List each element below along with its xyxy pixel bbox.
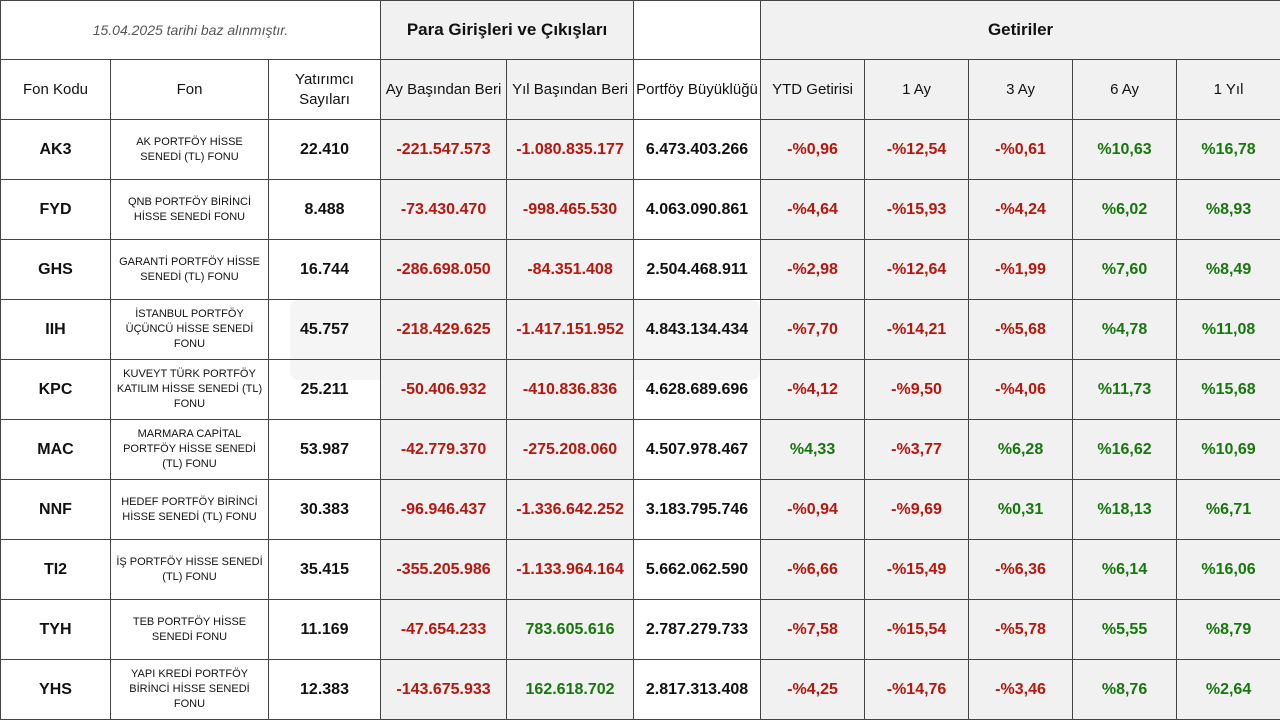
cell-fund: GARANTİ PORTFÖY HİSSE SENEDİ (TL) FONU bbox=[111, 240, 269, 300]
cell-m3: -%5,68 bbox=[969, 300, 1073, 360]
cell-m3: -%6,36 bbox=[969, 540, 1073, 600]
cell-ytd-flow: 162.618.702 bbox=[507, 660, 634, 720]
cell-size: 3.183.795.746 bbox=[634, 480, 761, 540]
cell-investors: 30.383 bbox=[269, 480, 381, 540]
cell-fund: QNB PORTFÖY BİRİNCİ HİSSE SENEDİ FONU bbox=[111, 180, 269, 240]
table-body bbox=[1, 120, 1280, 720]
cell-m3: -%4,06 bbox=[969, 360, 1073, 420]
cell-ytd-return: -%0,94 bbox=[761, 480, 865, 540]
cell-investors: 22.410 bbox=[269, 120, 381, 180]
cell-ytd-return: -%4,64 bbox=[761, 180, 865, 240]
cell-m3: -%4,24 bbox=[969, 180, 1073, 240]
cell-ytd-flow: -275.208.060 bbox=[507, 420, 634, 480]
cell-ytd-flow: -998.465.530 bbox=[507, 180, 634, 240]
cell-investors: 8.488 bbox=[269, 180, 381, 240]
group-returns-heading: Getiriler bbox=[761, 1, 1280, 60]
cell-fund: AK PORTFÖY HİSSE SENEDİ (TL) FONU bbox=[111, 120, 269, 180]
cell-code: KPC bbox=[1, 360, 111, 420]
table-row bbox=[1, 480, 1280, 540]
cell-ytd-flow: -410.836.836 bbox=[507, 360, 634, 420]
cell-size: 4.628.689.696 bbox=[634, 360, 761, 420]
cell-ytd-return: -%7,58 bbox=[761, 600, 865, 660]
cell-code: IIH bbox=[1, 300, 111, 360]
cell-code: TI2 bbox=[1, 540, 111, 600]
cell-m3: %6,28 bbox=[969, 420, 1073, 480]
cell-size: 4.507.978.467 bbox=[634, 420, 761, 480]
cell-mtd: -50.406.932 bbox=[381, 360, 507, 420]
cell-m6: %8,76 bbox=[1073, 660, 1177, 720]
table-row bbox=[1, 360, 1280, 420]
table-row bbox=[1, 180, 1280, 240]
cell-ytd-flow: -1.133.964.164 bbox=[507, 540, 634, 600]
table-row bbox=[1, 600, 1280, 660]
cell-fund: MARMARA CAPİTAL PORTFÖY HİSSE SENEDİ (TL) FONU bbox=[111, 420, 269, 480]
col-header-6m: 6 Ay bbox=[1073, 60, 1177, 120]
cell-investors: 35.415 bbox=[269, 540, 381, 600]
cell-size: 5.662.062.590 bbox=[634, 540, 761, 600]
cell-code: TYH bbox=[1, 600, 111, 660]
cell-m6: %18,13 bbox=[1073, 480, 1177, 540]
cell-mtd: -218.429.625 bbox=[381, 300, 507, 360]
cell-ytd-return: -%6,66 bbox=[761, 540, 865, 600]
cell-m1: -%14,21 bbox=[865, 300, 969, 360]
cell-m3: -%1,99 bbox=[969, 240, 1073, 300]
table-row bbox=[1, 120, 1280, 180]
cell-code: AK3 bbox=[1, 120, 111, 180]
cell-m6: %11,73 bbox=[1073, 360, 1177, 420]
cell-ytd-flow: -1.080.835.177 bbox=[507, 120, 634, 180]
cell-m6: %16,62 bbox=[1073, 420, 1177, 480]
cell-y1: %16,78 bbox=[1177, 120, 1280, 180]
cell-ytd-return: -%2,98 bbox=[761, 240, 865, 300]
table-row bbox=[1, 660, 1280, 720]
cell-fund: TEB PORTFÖY HİSSE SENEDİ FONU bbox=[111, 600, 269, 660]
group-flows-heading: Para Girişleri ve Çıkışları bbox=[381, 1, 634, 60]
cell-m3: -%5,78 bbox=[969, 600, 1073, 660]
cell-m3: -%0,61 bbox=[969, 120, 1073, 180]
date-note: 15.04.2025 tarihi baz alınmıştır. bbox=[1, 1, 381, 60]
cell-size: 2.787.279.733 bbox=[634, 600, 761, 660]
cell-size: 2.817.313.408 bbox=[634, 660, 761, 720]
cell-m6: %6,02 bbox=[1073, 180, 1177, 240]
cell-mtd: -221.547.573 bbox=[381, 120, 507, 180]
cell-y1: %8,93 bbox=[1177, 180, 1280, 240]
cell-y1: %16,06 bbox=[1177, 540, 1280, 600]
cell-fund: İŞ PORTFÖY HİSSE SENEDİ (TL) FONU bbox=[111, 540, 269, 600]
table-row bbox=[1, 300, 1280, 360]
cell-investors: 45.757 bbox=[269, 300, 381, 360]
cell-ytd-return: -%0,96 bbox=[761, 120, 865, 180]
cell-m1: -%15,54 bbox=[865, 600, 969, 660]
empty-header-cell bbox=[634, 1, 761, 60]
cell-size: 4.063.090.861 bbox=[634, 180, 761, 240]
cell-m6: %5,55 bbox=[1073, 600, 1177, 660]
cell-investors: 16.744 bbox=[269, 240, 381, 300]
cell-ytd-flow: -1.336.642.252 bbox=[507, 480, 634, 540]
cell-m6: %6,14 bbox=[1073, 540, 1177, 600]
col-header-mtd: Ay Başından Beri bbox=[381, 60, 507, 120]
cell-code: NNF bbox=[1, 480, 111, 540]
cell-investors: 12.383 bbox=[269, 660, 381, 720]
cell-y1: %2,64 bbox=[1177, 660, 1280, 720]
cell-fund: HEDEF PORTFÖY BİRİNCİ HİSSE SENEDİ (TL) FONU bbox=[111, 480, 269, 540]
cell-y1: %8,79 bbox=[1177, 600, 1280, 660]
col-header-size: Portföy Büyüklüğü bbox=[634, 60, 761, 120]
cell-size: 4.843.134.434 bbox=[634, 300, 761, 360]
cell-mtd: -286.698.050 bbox=[381, 240, 507, 300]
col-header-ytd-flow: Yıl Başından Beri bbox=[507, 60, 634, 120]
cell-m3: -%3,46 bbox=[969, 660, 1073, 720]
cell-y1: %15,68 bbox=[1177, 360, 1280, 420]
cell-fund: YAPI KREDİ PORTFÖY BİRİNCİ HİSSE SENEDİ FONU bbox=[111, 660, 269, 720]
cell-ytd-flow: 783.605.616 bbox=[507, 600, 634, 660]
cell-fund: İSTANBUL PORTFÖY ÜÇÜNCÜ HİSSE SENEDİ FONU bbox=[111, 300, 269, 360]
table-row bbox=[1, 240, 1280, 300]
col-header-ytd-return: YTD Getirisi bbox=[761, 60, 865, 120]
cell-y1: %11,08 bbox=[1177, 300, 1280, 360]
cell-m6: %10,63 bbox=[1073, 120, 1177, 180]
cell-y1: %6,71 bbox=[1177, 480, 1280, 540]
col-header-1y: 1 Yıl bbox=[1177, 60, 1280, 120]
cell-m1: -%14,76 bbox=[865, 660, 969, 720]
cell-code: YHS bbox=[1, 660, 111, 720]
col-header-code: Fon Kodu bbox=[1, 60, 111, 120]
table-row bbox=[1, 420, 1280, 480]
cell-size: 6.473.403.266 bbox=[634, 120, 761, 180]
cell-y1: %8,49 bbox=[1177, 240, 1280, 300]
cell-code: GHS bbox=[1, 240, 111, 300]
cell-m1: -%3,77 bbox=[865, 420, 969, 480]
cell-y1: %10,69 bbox=[1177, 420, 1280, 480]
cell-fund: KUVEYT TÜRK PORTFÖY KATILIM HİSSE SENEDİ (TL) FONU bbox=[111, 360, 269, 420]
cell-m6: %7,60 bbox=[1073, 240, 1177, 300]
cell-m1: -%12,54 bbox=[865, 120, 969, 180]
cell-code: MAC bbox=[1, 420, 111, 480]
cell-m1: -%9,50 bbox=[865, 360, 969, 420]
cell-m6: %4,78 bbox=[1073, 300, 1177, 360]
col-header-1m: 1 Ay bbox=[865, 60, 969, 120]
cell-m1: -%15,93 bbox=[865, 180, 969, 240]
cell-m1: -%9,69 bbox=[865, 480, 969, 540]
cell-size: 2.504.468.911 bbox=[634, 240, 761, 300]
cell-m1: -%15,49 bbox=[865, 540, 969, 600]
cell-investors: 11.169 bbox=[269, 600, 381, 660]
cell-ytd-flow: -84.351.408 bbox=[507, 240, 634, 300]
cell-m3: %0,31 bbox=[969, 480, 1073, 540]
cell-ytd-return: -%4,12 bbox=[761, 360, 865, 420]
cell-ytd-return: -%4,25 bbox=[761, 660, 865, 720]
cell-code: FYD bbox=[1, 180, 111, 240]
col-header-3m: 3 Ay bbox=[969, 60, 1073, 120]
cell-ytd-return: %4,33 bbox=[761, 420, 865, 480]
col-header-fund: Fon bbox=[111, 60, 269, 120]
cell-ytd-flow: -1.417.151.952 bbox=[507, 300, 634, 360]
cell-m1: -%12,64 bbox=[865, 240, 969, 300]
cell-mtd: -96.946.437 bbox=[381, 480, 507, 540]
cell-mtd: -42.779.370 bbox=[381, 420, 507, 480]
table-row bbox=[1, 540, 1280, 600]
cell-mtd: -143.675.933 bbox=[381, 660, 507, 720]
column-header-row bbox=[1, 60, 1280, 120]
cell-investors: 53.987 bbox=[269, 420, 381, 480]
cell-mtd: -355.205.986 bbox=[381, 540, 507, 600]
group-header-row bbox=[1, 1, 1280, 60]
cell-mtd: -47.654.233 bbox=[381, 600, 507, 660]
cell-ytd-return: -%7,70 bbox=[761, 300, 865, 360]
col-header-investors: Yatırımcı Sayıları bbox=[269, 60, 381, 120]
cell-investors: 25.211 bbox=[269, 360, 381, 420]
cell-mtd: -73.430.470 bbox=[381, 180, 507, 240]
